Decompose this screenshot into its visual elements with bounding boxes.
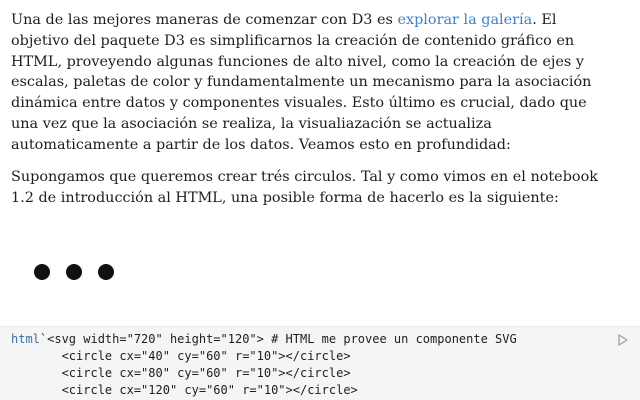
circle-2 [66, 264, 82, 280]
circle-3 [98, 264, 114, 280]
intro-paragraph [11, 10, 611, 156]
code-keyword-html: html [11, 332, 40, 346]
code-line-2: <circle cx="40" cy="60" r="10"></circle> [11, 349, 351, 363]
circles-paragraph: Supongamos que queremos crear trés circulos. Tal y como vimos en el notebook 1.2 de introducción al HTML, una posible forma de hacerlo es la siguiente: [11, 169, 598, 206]
intro-text-before-link: Una de las mejores maneras de comenzar con D3 es [11, 12, 398, 28]
code-line-1: `<svg width="720" height="120"> # HTML me provee un componente SVG [39, 332, 517, 346]
circle-1 [34, 264, 50, 280]
circles-output-svg [0, 212, 160, 332]
play-triangle-icon[interactable] [616, 333, 630, 347]
gallery-link[interactable]: explorar la galería [397, 12, 533, 28]
code-line-4: <circle cx="120" cy="60" r="10"></circle> [11, 383, 358, 397]
intro-text-after-link: . El objetivo del paquete D3 es simplificarnos la creación de contenido gráfico en HTML, proveyendo algunas funciones de alto nivel, como la creación de ejes y escalas, paletas de color y fundamentalmente un mecanismo para la asociación dinámica entre datos y componentes visuales. Esto último es crucial, dado que una vez que la asociación se realiza, la visualiazación se actualiza automaticamente a partir de los datos. Veamos esto en profundidad: [11, 12, 592, 153]
code-editor[interactable] [11, 331, 517, 399]
code-line-3: <circle cx="80" cy="60" r="10"></circle> [11, 366, 351, 380]
code-cell[interactable] [0, 326, 640, 400]
